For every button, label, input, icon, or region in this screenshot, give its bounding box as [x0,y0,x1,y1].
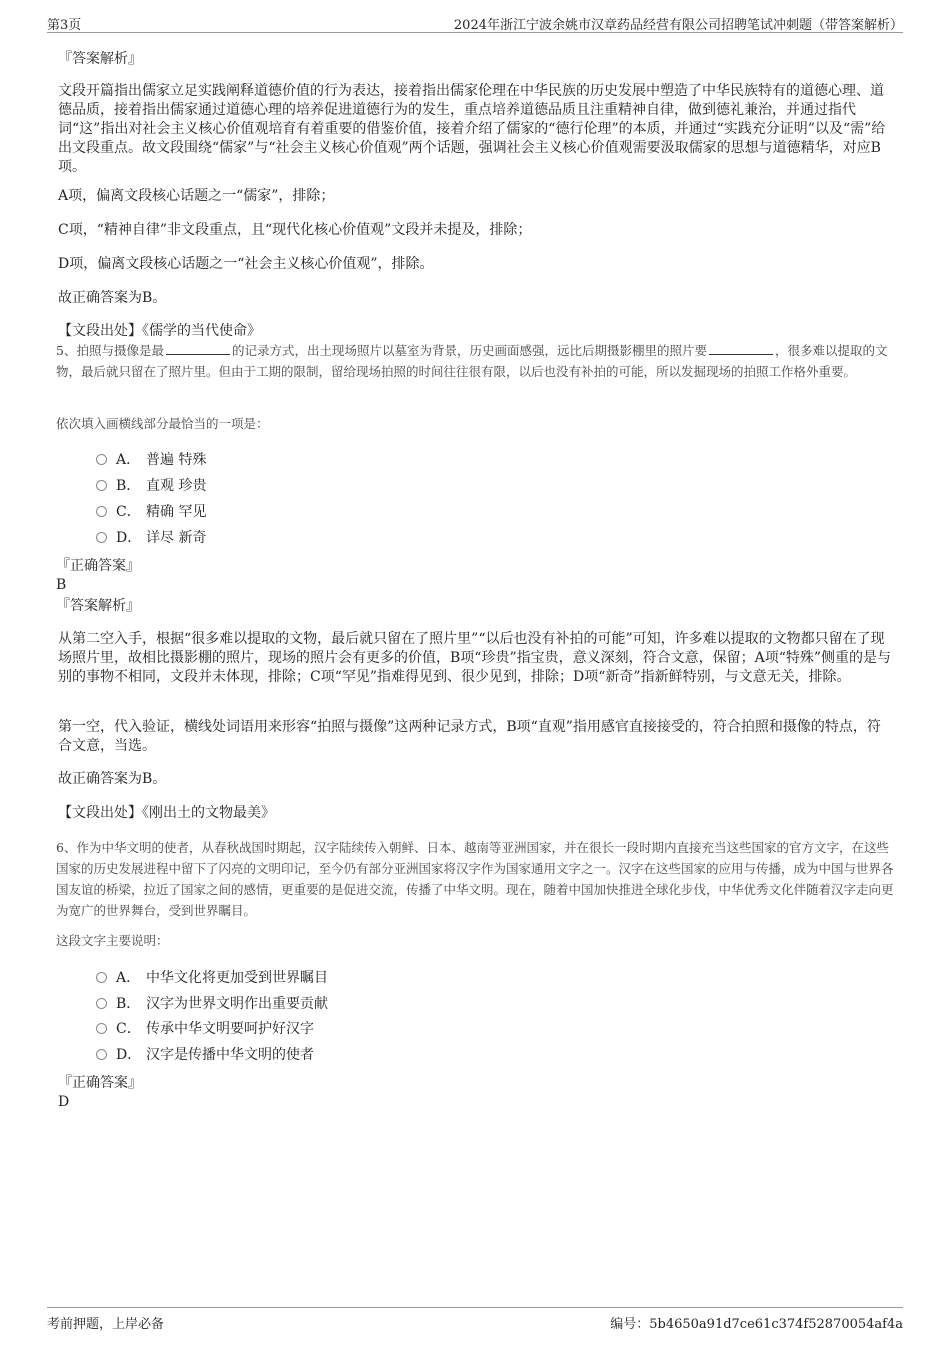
q5-answer: B [56,577,67,593]
q4-analysis-paragraph: 文段开篇指出儒家立足实践阐释道德价值的行为表达，接着指出儒家伦理在中华民族的历史发展中塑造了中华民族特有的道德心理、道德品质，接着指出儒家通过道德心理的培养促进道德行为的发生，重点培养道德品质且注重精神自律，做到德礼兼治，并通过指代词“这”指出对社会主义核心价值观培育有着重要的借鉴价值，接着介绍了儒家的“德行伦理”的本质，并通过“实践充分证明”以及“需”给出文段重点。故文段围绕“儒家”与“社会主义核心价值观”两个话题，强调社会主义核心价值观需要汲取儒家的思想与道德精华，对应B项。 [58,83,886,175]
q5-option-a[interactable]: A． 普遍 特殊 [96,450,206,470]
radio-icon[interactable] [96,998,107,1009]
radio-icon[interactable] [96,480,107,491]
q6-answer: D [58,1094,70,1110]
q5-prompt: 依次填入画横线部分最恰当的一项是： [56,416,269,431]
document-title: 2024年浙江宁波余姚市汉章药品经营有限公司招聘笔试冲刺题（带答案解析） [453,18,903,33]
q6-stem: 6、作为中华文明的使者，从春秋战国时期起，汉字陆续传入朝鲜、日本、越南等亚洲国家，并在很长一段时期内直接充当这些国家的官方文字，在这些国家的历史发展进程中留下了闪亮的文明印记，至今仍有部分亚洲国家将汉字作为国家通用文字之一。汉字在这些国家的应用与传播，成为中国与世界各国友谊的桥梁，拉近了国家之间的感情，更重要的是促进交流，传播了中华文明。现在，随着中国加快推进全球化步伐，中华优秀文化伴随着汉字走向更为宽广的世界舞台，受到世界瞩目。 [56,840,894,918]
q6-option-a[interactable]: A． 中华文化将更加受到世界瞩目 [96,968,328,988]
q4-analysis-option-c: C项，“精神自律”非文段重点，且“现代化核心价值观”文段并未提及，排除； [58,222,532,238]
q5-conclusion: 故正确答案为B。 [58,771,167,787]
q5-option-d[interactable]: D． 详尽 新奇 [96,528,206,548]
radio-icon[interactable] [96,506,107,517]
q5-source: 【文段出处】《刚出土的文物最美》 [58,805,275,821]
q5-stem-part-b: 的记录方式，出土现场照片以墓室为背景，历史画面感强，远比后期摄影棚里的照片要 [231,343,707,358]
q6-prompt: 这段文字主要说明： [56,933,169,948]
q6-option-b[interactable]: B． 汉字为世界文明作出重要贡献 [96,994,328,1014]
radio-icon[interactable] [96,972,107,983]
q4-analysis-option-d: D项，偏离文段核心话题之一“社会主义核心价值观”，排除。 [58,256,434,272]
q5-blank-2 [709,342,773,355]
q4-analysis-label: 『答案解析』 [58,51,142,67]
q4-analysis-option-a: A项，偏离文段核心话题之一“儒家”，排除； [58,188,335,204]
radio-icon[interactable] [96,454,107,465]
q5-answer-label: 『正确答案』 [56,558,140,574]
q5-option-c[interactable]: C． 精确 罕见 [96,502,206,522]
q6-option-c[interactable]: C． 传承中华文明要呵护好汉字 [96,1019,314,1039]
q5-analysis-paragraph-2: 第一空，代入验证，横线处词语用来形容“拍照与摄像”这两种记录方式，B项“直观”指用感官直接接受的，符合拍照和摄像的特点，符合文意，当选。 [58,719,881,754]
page-number: 第3页 [47,18,82,33]
q5-option-b[interactable]: B． 直观 珍贵 [96,476,206,496]
q5-analysis-label: 『答案解析』 [56,598,140,614]
page-header [47,14,903,32]
q4-source: 【文段出处】《儒学的当代使命》 [58,323,261,339]
header-divider [47,32,903,33]
q5-analysis-paragraph-1: 从第二空入手，根据“很多难以提取的文物，最后就只留在了照片里”“以后也没有补拍的可能”可知，许多难以提取的文物都只留在了现场照片里，故相比摄影棚的照片，现场的照片会有更多的价值，B项“珍贵”指宝贵，意义深刻，符合文意，保留；A项“特殊”侧重的是与别的事物不相同，文段并未体现，排除；C项“罕见”指难得见到、很少见到，排除；D项“新奇”指新鲜特别，与文意无关，排除。 [58,631,892,685]
radio-icon[interactable] [96,532,107,543]
q5-stem [56,340,898,382]
q4-conclusion: 故正确答案为B。 [58,290,167,306]
q6-option-d[interactable]: D． 汉字是传播中华文明的使者 [96,1045,314,1065]
radio-icon[interactable] [96,1023,107,1034]
radio-icon[interactable] [96,1049,107,1060]
document-id: 编号：5b4650a91d7ce61c374f52870054af4a [610,1317,903,1332]
q5-stem-part-a: 5、拍照与摄像是最 [56,343,164,358]
footer-divider [47,1307,903,1308]
q5-stem-part-c: ，很多难以提取的文物，最后就只留在了照片里。但由于工期的限制，留给现场拍照的时间往往很有限，以后也没有补拍的可能，所以发掘现场的拍照工作格外重要。 [56,343,888,379]
footer-slogan: 考前押题，上岸必备 [47,1317,165,1332]
q5-blank-1 [166,342,230,355]
q6-answer-label: 『正确答案』 [58,1075,142,1091]
